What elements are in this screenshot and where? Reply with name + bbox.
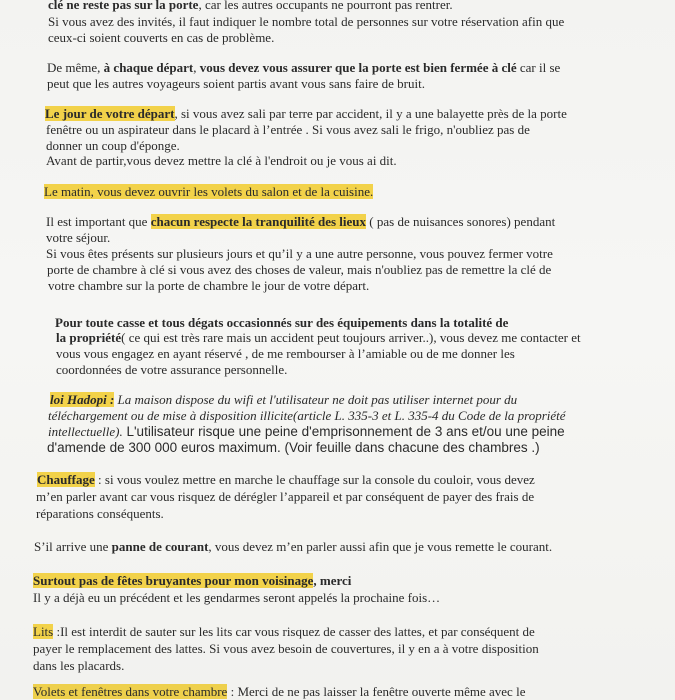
- text: Il est important que: [46, 214, 151, 229]
- rules-line: coordonnées de votre assurance personnelle.: [56, 362, 288, 377]
- rules-line: porte de chambre à clé si vous avez des choses de valeur, mais n'oubliez pas de remettre la clé de: [47, 262, 552, 277]
- bold-phrase: panne de courant: [111, 539, 209, 554]
- rules-line: peut que les autres voyageurs soient partis avant vous sans faire de bruit.: [47, 76, 425, 91]
- highlighted-phrase: Lits: [33, 624, 54, 639]
- rules-line: payer le remplacement des lattes. Si vous avez besoin de couvertures, il y en a à votre disposition: [33, 641, 539, 656]
- rules-line: [48, 424, 565, 440]
- text: La maison dispose du wifi et l'utilisateur ne doit pas utiliser internet pour du: [114, 392, 518, 407]
- rules-line: Il y a déjà eu un précédent et les gendarmes seront appelés la prochaine fois…: [33, 590, 441, 605]
- rules-line: votre séjour.: [46, 230, 111, 245]
- rules-line: téléchargement ou de mise à disposition illicite(article L. 335-3 et L. 335-4 du Code de la propriété: [48, 408, 566, 423]
- rules-line: vous vous engagez en ayant réservé , de me rembourser à l’amiable ou de me donner les: [56, 346, 515, 361]
- rules-line: donner un coup d'éponge.: [46, 138, 180, 153]
- rules-line: [37, 472, 535, 488]
- text: :Il est interdit de sauter sur les lits car vous risquez de casser des lattes, et par conséquent de: [53, 624, 535, 639]
- rules-line: [47, 60, 560, 76]
- text: car il se: [516, 60, 561, 75]
- rules-line: [44, 184, 373, 200]
- bold-phrase: la propriété: [56, 330, 122, 345]
- rules-line: [33, 624, 535, 640]
- text: intellectuelle).: [48, 424, 123, 439]
- bold-phrase: à chaque départ: [103, 60, 194, 75]
- text: : Merci de ne pas laisser la fenêtre ouverte même avec le: [227, 684, 526, 699]
- text: ( pas de nuisances sonores) pendant: [366, 214, 556, 229]
- bold-phrase: vous devez vous assurer que la porte est bien fermée à clé: [199, 60, 517, 75]
- text: , vous devez m’en parler aussi afin que je vous remette le courant.: [208, 539, 553, 554]
- rules-line: Si vous avez des invités, il faut indiquer le nombre total de personnes sur votre réservation afin que: [48, 14, 565, 29]
- rules-line: [46, 214, 555, 230]
- rules-line: m’en parler avant car vous risquez de dérégler l’appareil et par conséquent de payer des frais de: [36, 489, 535, 504]
- highlighted-phrase: loi Hadopi :: [50, 392, 115, 407]
- highlighted-phrase: Chauffage: [37, 472, 95, 487]
- text: : si vous voulez mettre en marche le chauffage sur la console du couloir, vous devez: [94, 472, 535, 487]
- highlighted-phrase: Volets et fenêtres dans votre chambre: [33, 684, 228, 699]
- rules-line: [33, 573, 351, 589]
- highlighted-phrase: Surtout pas de fêtes bruyantes pour mon voisinage: [33, 573, 314, 588]
- text: ( ce qui est très rare mais un accident peut toujours arriver..), vous devez me contacter et: [121, 330, 581, 345]
- rules-line: [56, 330, 581, 346]
- rules-line: d'amende de 300 000 euros maximum. (Voir feuille dans chacune des chambres .): [47, 440, 540, 455]
- text: De même,: [47, 60, 104, 75]
- rules-line: Si vous êtes présents sur plusieurs jours et qu’il y a une autre personne, vous pouvez fermer votre: [46, 246, 553, 261]
- bold-phrase: clé ne reste pas sur la porte: [48, 0, 199, 12]
- rules-line: réparations conséquents.: [36, 506, 164, 521]
- rules-line: [50, 392, 517, 408]
- text: , car les autres occupants ne pourront pas rentrer.: [198, 0, 453, 12]
- rules-line: [45, 106, 567, 122]
- text: ,: [193, 60, 200, 75]
- rules-line: ceux-ci soient couverts en cas de problème.: [48, 30, 275, 45]
- highlighted-phrase: Le jour de votre départ: [45, 106, 175, 121]
- rules-line: [48, 0, 453, 13]
- text: L'utilisateur risque une peine d'emprisonnement de 3 ans et/ou une peine: [122, 424, 565, 439]
- text: , si vous avez sali par terre par accident, il y a une balayette près de la porte: [174, 106, 567, 121]
- rules-line: votre chambre sur la porte de chambre le jour de votre départ.: [48, 278, 370, 293]
- highlighted-phrase: chacun respecte la tranquilité des lieux: [150, 214, 367, 229]
- highlighted-phrase: Le matin, vous devez ouvrir les volets du salon et de la cuisine.: [44, 184, 374, 199]
- bold-phrase: , merci: [313, 573, 352, 588]
- rules-line: [33, 684, 525, 700]
- rules-line: Pour toute casse et tous dégats occasionnés sur des équipements dans la totalité de: [55, 315, 509, 330]
- rules-line: Avant de partir,vous devez mettre la clé à l'endroit ou je vous ai dit.: [46, 153, 397, 168]
- rules-line: [34, 539, 552, 555]
- rules-line: fenêtre ou un aspirateur dans le placard à l’entrée . Si vous avez sali le frigo, n'oubliez pas de: [46, 122, 530, 137]
- rules-line: dans les placards.: [33, 658, 125, 673]
- text: S’il arrive une: [34, 539, 112, 554]
